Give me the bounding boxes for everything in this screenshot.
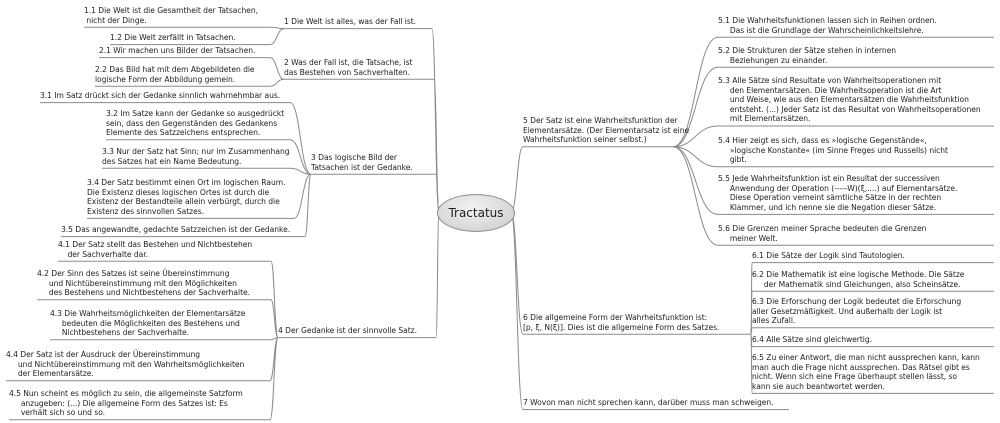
branch-link	[290, 103, 311, 175]
subtopic-5-5[interactable]: 5.5 Jede Wahrheitsfunktion ist ein Resultat der successiven Anwendung der Operation (-----W)(ξ,....) auf Elementarsätze. Diese Operation verneint sämtliche Sätze in der rechten Klammer, und ich nenne sie die Negation dieser Sätze.	[718, 174, 958, 212]
branch-link	[270, 27, 284, 28]
subtopic-5-6[interactable]: 5.6 Die Grenzen meiner Sprache bedeuten die Grenzen meiner Welt.	[718, 224, 927, 243]
branch-link	[270, 58, 284, 80]
subtopic-6-2[interactable]: 6.2 Die Mathematik ist eine logische Methode. Die Sätze der Mathematik sind Gleichungen, also Scheinsätze.	[752, 270, 965, 289]
subtopic-3-2[interactable]: 3.2 Im Satze kann der Gedanke so ausgedrückt sein, dass den Gegenständen des Gedankens Elemente des Satzzeichens entsprechen.	[106, 109, 285, 138]
topic-7[interactable]: 7 Wovon man nicht sprechen kann, darüber muss man schweigen.	[523, 398, 774, 407]
subtopic-6-4[interactable]: 6.4 Alle Sätze sind gleichwertig.	[752, 335, 873, 344]
subtopic-1-2[interactable]: 1.2 Die Welt zerfällt in Tatsachen.	[110, 33, 236, 42]
subtopic-4-5[interactable]: 4.5 Nun scheint es möglich zu sein, die allgemeinste Satzform anzugeben: (...) Die allgemeine Form des Satzes ist: Es verhält sich so und so.	[9, 389, 243, 418]
subtopic-2-1[interactable]: 2.1 Wir machen uns Bilder der Tatsachen.	[99, 46, 256, 55]
subtopic-5-4[interactable]: 5.4 Hier zeigt es sich, dass es »logische Gegenstände«, »logische Konstante« (im Sinne Freges und Russells) nicht gibt.	[718, 136, 948, 165]
subtopic-4-3[interactable]: 4.3 Die Wahrheitsmöglichkeiten der Elementarsätze bedeuten die Möglichkeiten des Bestehens und Nichtbestehens der Sachverhalte.	[50, 309, 246, 338]
subtopic-3-1[interactable]: 3.1 Im Satz drückt sich der Gedanke sinnlich wahrnehmbar aus.	[40, 91, 281, 100]
subtopic-5-2[interactable]: 5.2 Die Strukturen der Sätze stehen in internen Beziehungen zu einander.	[718, 46, 897, 65]
branch-link	[673, 147, 718, 245]
center-link	[436, 212, 439, 338]
topic-4[interactable]: 4 Der Gedanke ist der sinnvolle Satz.	[278, 326, 417, 335]
branch-link	[305, 174, 311, 236]
branch-link	[270, 79, 284, 86]
subtopic-4-2[interactable]: 4.2 Der Sinn des Satzes ist seine Übereinstimmung und Nichtübereinstimmung mit den Möglichkeiten des Bestehens und Nichtbestehens der Sachverhalte.	[37, 269, 251, 298]
topic-2[interactable]: 2 Was der Fall ist, die Tatsache, ist das Bestehen von Sachverhalten.	[284, 58, 413, 77]
subtopic-3-5[interactable]: 3.5 Das angewandte, gedachte Satzzeichen ist der Gedanke.	[61, 225, 291, 234]
center-link	[511, 212, 523, 410]
subtopic-5-1[interactable]: 5.1 Die Wahrheitsfunktionen lassen sich in Reihen ordnen. Das ist die Grundlage der Wahrscheinlichkeitslehre.	[718, 16, 937, 35]
subtopic-5-3[interactable]: 5.3 Alle Sätze sind Resultate von Wahrheitsoperationen mit den Elementarsätzen. Die Wahrheitsoperation ist die Art und Weise, wie aus den Elementarsätzen die Wahrheitsfunktion entsteht. (...) Jeder Satz ist das Resultat von Wahrheitsoperationen mit Elementarsätzen.	[718, 76, 981, 124]
branch-link	[290, 140, 311, 174]
topic-6[interactable]: 6 Die allgemeine Form der Wahrheitsfunktion ist: [p, ξ, N(ξ)]. Dies ist die allgemeine Form des Satzes.	[523, 313, 720, 332]
subtopic-3-4[interactable]: 3.4 Der Satz bestimmt einen Ort im logischen Raum. Die Existenz dieses logischen Ortes ist durch die Existenz der Bestandteile allein verbürgt, durch die Existenz des sinnvollen Satzes.	[87, 178, 286, 216]
branch-link	[271, 261, 278, 337]
subtopic-2-2[interactable]: 2.2 Das Bild hat mit dem Abgebildeten die logische Form der Abbildung gemein.	[95, 65, 255, 84]
branch-link	[270, 29, 284, 45]
topic-1[interactable]: 1 Die Welt ist alles, was der Fall ist.	[284, 17, 417, 26]
subtopic-4-1[interactable]: 4.1 Der Satz stellt das Bestehen und Nichtbestehen der Sachverhalte dar.	[58, 240, 253, 259]
subtopic-6-5[interactable]: 6.5 Zu einer Antwort, die man nicht aussprechen kann, kann man auch die Frage nicht aussprechen. Das Rätsel gibt es nicht. Wenn sich eine Frage überhaupt stellen lässt, so kann sie auch beantwortet werden.	[752, 353, 980, 391]
subtopic-4-4[interactable]: 4.4 Der Satz ist der Ausdruck der Übereinstimmung und Nichtübereinstimmung mit den Wahrheitsmöglichkeiten der Elementarsätze.	[6, 350, 245, 379]
root-node-tractatus[interactable]: Tractatus	[437, 194, 515, 232]
topic-3[interactable]: 3 Das logische Bild der Tatsachen ist der Gedanke.	[311, 153, 413, 172]
topic-5[interactable]: 5 Der Satz ist eine Wahrheitsfunktion der Elementarsätze. (Der Elementarsatz ist eine Wahrheitsfunktion seiner selbst.)	[523, 116, 690, 145]
center-link	[511, 147, 523, 212]
subtopic-6-1[interactable]: 6.1 Die Sätze der Logik sind Tautologien.	[752, 251, 905, 260]
subtopic-1-1[interactable]: 1.1 Die Welt ist die Gesamtheit der Tatsachen, nicht der Dinge.	[84, 6, 259, 25]
subtopic-3-3[interactable]: 3.3 Nur der Satz hat Sinn; nur im Zusammenhang des Satzes hat ein Name Bedeutung.	[102, 147, 290, 166]
subtopic-6-3[interactable]: 6.3 Die Erforschung der Logik bedeutet die Erforschung aller Gesetzmäßigkeit. Und außerhalb der Logik ist alles Zufall.	[752, 297, 962, 326]
